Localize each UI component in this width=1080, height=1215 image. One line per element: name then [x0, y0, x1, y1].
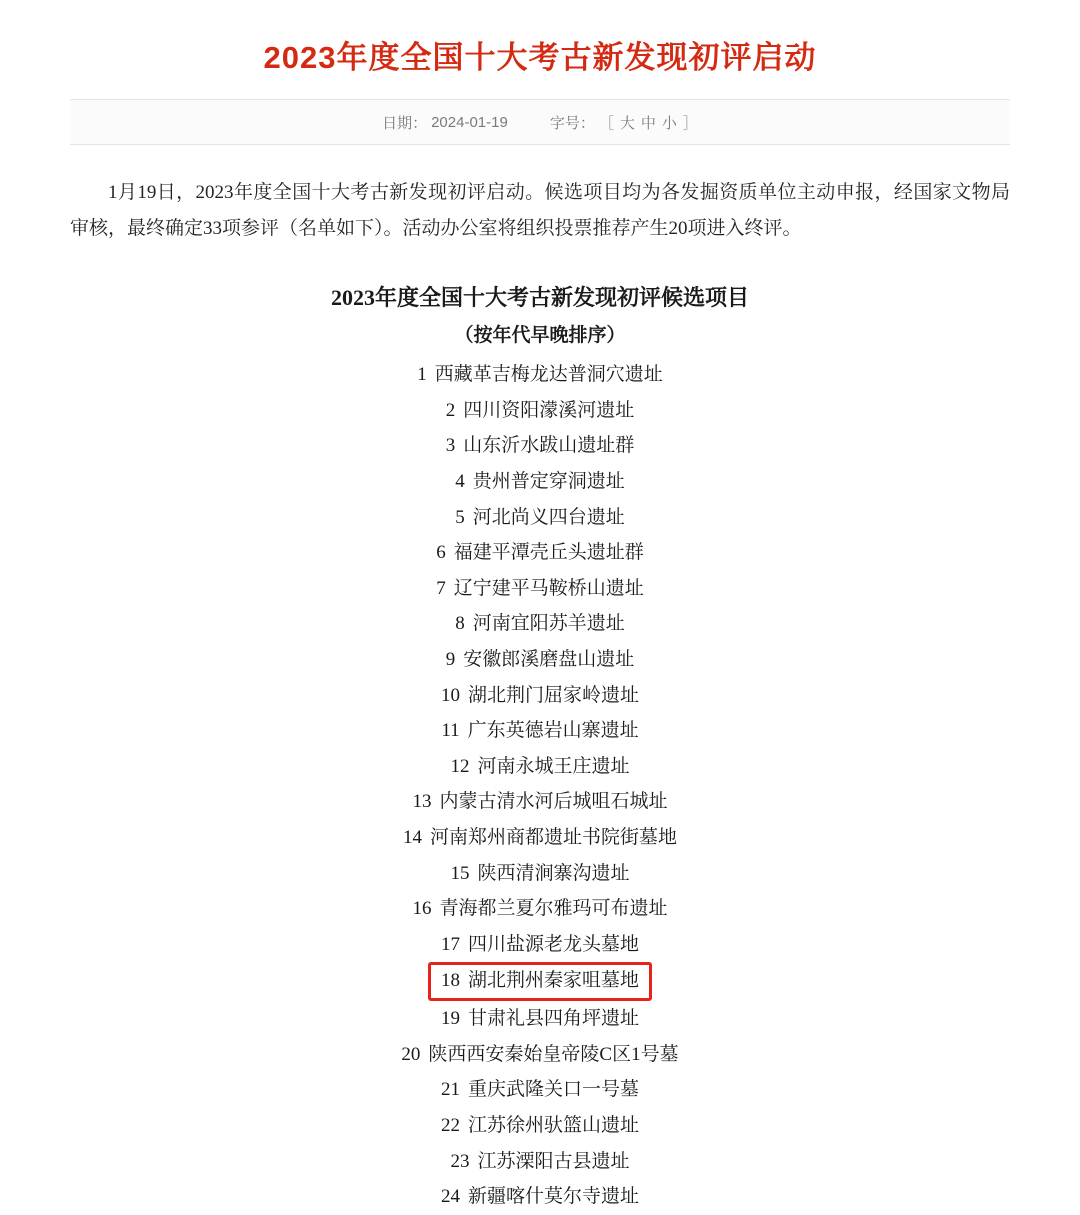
list-item	[0, 571, 1080, 607]
list-item-label: 河北尚义四台遗址	[472, 506, 625, 528]
list-item-number: 3	[445, 435, 456, 457]
list-item	[0, 1144, 1080, 1180]
date-value: 2024-01-19	[431, 113, 508, 131]
list-item-label: 辽宁建平马鞍桥山遗址	[453, 577, 644, 599]
date-label: 日期：	[382, 114, 428, 132]
list-item	[0, 1072, 1080, 1108]
bracket-open: ［	[598, 114, 614, 132]
candidate-list-title: 2023年度全国十大考古新发现初评候选项目	[330, 285, 749, 311]
list-item	[0, 357, 1080, 393]
list-item-number: 2	[445, 399, 456, 421]
list-item-label: 山东沂水跋山遗址群	[463, 435, 635, 457]
list-item	[0, 891, 1080, 927]
list-item-number: 17	[440, 933, 460, 955]
list-item-label: 新疆喀什莫尔寺遗址	[467, 1186, 639, 1208]
list-item	[0, 1108, 1080, 1144]
list-item-label: 贵州普定穿洞遗址	[472, 470, 625, 492]
font-size-control	[550, 112, 698, 133]
list-item-label: 青海都兰夏尔雅玛可布遗址	[439, 898, 668, 920]
list-item	[0, 1179, 1080, 1215]
list-item-label: 重庆武隆关口一号墓	[467, 1079, 639, 1101]
list-item	[0, 606, 1080, 642]
list-item-label: 江苏溧阳古县遗址	[477, 1150, 630, 1172]
list-item-label: 陕西清涧寨沟遗址	[477, 862, 630, 884]
list-item-number: 13	[412, 791, 432, 813]
list-item-number: 23	[450, 1150, 470, 1172]
publish-date	[382, 112, 508, 133]
list-item-number: 11	[441, 720, 460, 742]
list-item	[0, 464, 1080, 500]
list-item-number: 18	[440, 970, 460, 992]
list-item-number: 4	[455, 470, 465, 492]
list-item	[0, 962, 1080, 1001]
font-size-medium-link[interactable]: 中	[640, 114, 656, 132]
list-item-label: 安徽郎溪磨盘山遗址	[463, 648, 635, 670]
list-item-number: 5	[455, 506, 465, 528]
list-item	[0, 642, 1080, 678]
list-item-number: 24	[440, 1186, 460, 1208]
list-item	[0, 393, 1080, 429]
list-item	[0, 535, 1080, 571]
list-item	[0, 1037, 1080, 1073]
list-item-label: 陕西西安秦始皇帝陵C区1号墓	[428, 1043, 679, 1065]
list-item	[0, 784, 1080, 820]
list-item	[0, 749, 1080, 785]
list-item	[0, 856, 1080, 892]
list-item	[0, 927, 1080, 963]
list-item	[0, 713, 1080, 749]
list-item-number: 7	[436, 577, 446, 599]
list-item-number: 14	[402, 826, 422, 848]
list-item	[0, 500, 1080, 536]
font-size-small-link[interactable]: 小	[661, 114, 677, 132]
list-item-label: 湖北荆州秦家咀墓地	[467, 970, 639, 992]
highlight-box	[428, 962, 652, 1001]
list-item	[0, 820, 1080, 856]
list-item-label: 河南郑州商都遗址书院街墓地	[429, 826, 677, 848]
list-item-number: 12	[450, 755, 470, 777]
font-size-label: 字号：	[549, 114, 595, 132]
list-item-number: 10	[440, 684, 460, 706]
article-paragraph: 1月19日，2023年度全国十大考古新发现初评启动。候选项目均为各发掘资质单位主动申报，经国家文物局审核，最终确定33项参评（名单如下）。活动办公室将组织投票推荐产生20项进入终评。	[70, 182, 1010, 240]
list-item	[0, 1001, 1080, 1037]
page-title: 2023年度全国十大考古新发现初评启动	[263, 40, 817, 75]
list-item-label: 江苏徐州驮篮山遗址	[467, 1115, 639, 1137]
list-item	[0, 428, 1080, 464]
list-item-number: 20	[401, 1043, 421, 1065]
font-size-large-link[interactable]: 大	[619, 114, 635, 132]
list-item-number: 1	[417, 364, 427, 386]
list-item-number: 8	[455, 613, 465, 635]
list-item-label: 广东英德岩山寨遗址	[467, 720, 639, 742]
list-item-label: 四川盐源老龙头墓地	[467, 933, 639, 955]
list-item	[0, 678, 1080, 714]
list-item-label: 河南宜阳苏羊遗址	[472, 613, 625, 635]
list-item-number: 6	[436, 542, 446, 564]
list-item-number: 21	[440, 1079, 460, 1101]
bracket-close: ］	[682, 114, 698, 132]
list-item-number: 9	[445, 648, 456, 670]
list-item-label: 甘肃礼县四角坪遗址	[467, 1008, 639, 1030]
candidate-list-subtitle: （按年代早晚排序）	[454, 325, 626, 347]
list-item-number: 16	[412, 898, 432, 920]
list-item-label: 内蒙古清水河后城咀石城址	[439, 791, 668, 813]
list-item-label: 西藏革吉梅龙达普洞穴遗址	[434, 364, 663, 386]
list-item-label: 福建平潭壳丘头遗址群	[453, 542, 644, 564]
list-item-label: 河南永城王庄遗址	[477, 755, 630, 777]
candidate-list	[0, 357, 1080, 1215]
list-item-number: 15	[450, 862, 470, 884]
list-item-label: 湖北荆门屈家岭遗址	[467, 684, 639, 706]
list-item-label: 四川资阳濛溪河遗址	[463, 399, 635, 421]
list-item-number: 19	[440, 1008, 460, 1030]
article-meta-bar	[70, 99, 1010, 145]
list-item-number: 22	[440, 1115, 460, 1137]
